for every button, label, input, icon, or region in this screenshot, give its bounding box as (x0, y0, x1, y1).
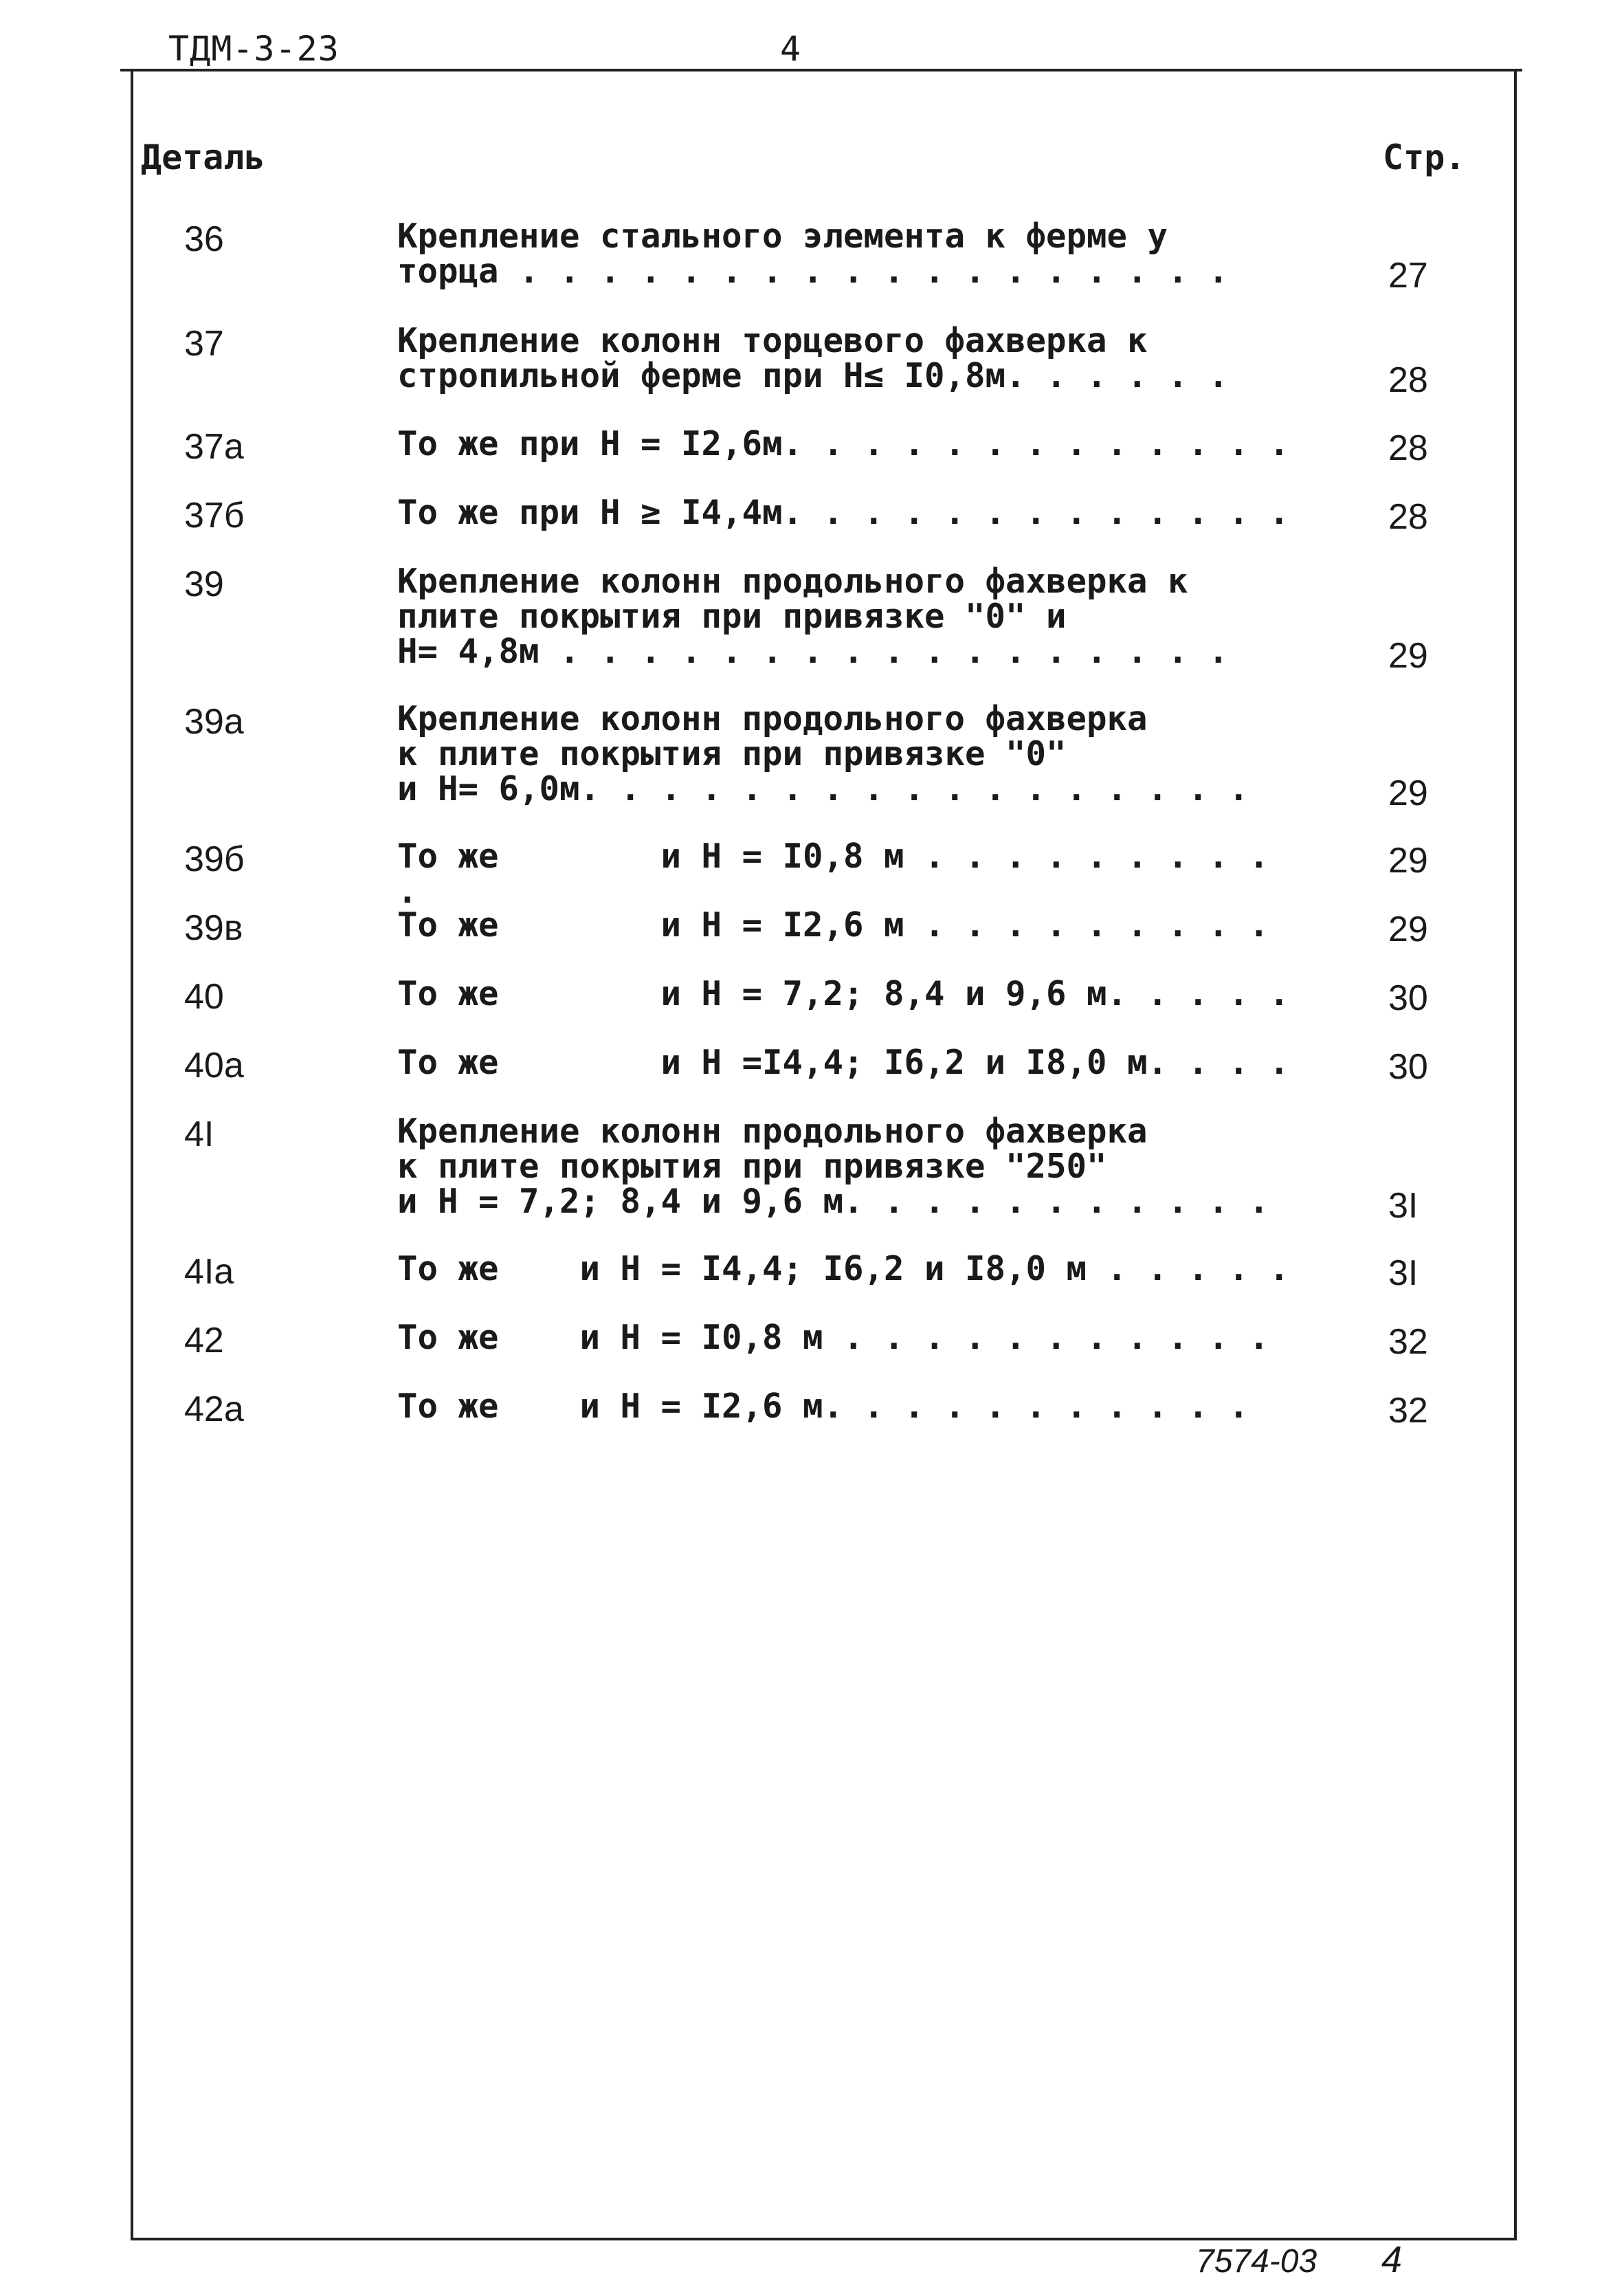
entry-page-number: 28 (1388, 360, 1428, 400)
entry-detail-number: 37а (184, 427, 244, 467)
entry-detail-number: 39а (184, 702, 244, 742)
footer-sheet-number: 4 (1381, 2239, 1403, 2280)
entry-detail-number: 37б (184, 496, 245, 536)
document-code: ТДМ-3-23 (168, 29, 340, 69)
entry-detail-number: 4Iа (184, 1252, 234, 1292)
entry-page-number: 30 (1388, 1047, 1428, 1087)
entry-title: Крепление колонн торцевого фахверка к стропильной ферме при Н≤ I0,8м. . . . . . (397, 321, 1229, 395)
entry-title: То же и Н = I0,8 м . . . . . . . . . . . (397, 1318, 1269, 1357)
entry-title: То же и Н = I4,4; I6,2 и I8,0 м . . . . . (397, 1249, 1290, 1288)
entry-detail-number: 40а (184, 1046, 244, 1086)
footer-code: 7574-03 (1196, 2243, 1317, 2280)
entry-page-number: 30 (1388, 978, 1428, 1018)
entry-title: Крепление стального элемента к ферме у торца . . . . . . . . . . . . . . . . . . (397, 217, 1229, 291)
entry-page-number: 29 (1388, 773, 1428, 813)
entry-title: То же и Н = I2,6 м. . . . . . . . . . . (397, 1387, 1249, 1426)
entry-title: То же и Н = I0,8 м . . . . . . . . . . (397, 837, 1290, 911)
entry-page-number: 27 (1388, 256, 1428, 296)
entry-page-number: 32 (1388, 1391, 1428, 1431)
entry-page-number: 32 (1388, 1322, 1428, 1362)
entry-detail-number: 36 (184, 219, 224, 259)
entry-page-number: 29 (1388, 636, 1428, 676)
entry-page-number: 29 (1388, 910, 1428, 949)
entry-detail-number: 37 (184, 324, 224, 364)
entry-title: Крепление колонн продольного фахверка к плите покрытия при привязке "250" и Н = 7,2; 8,4 и 9,6 м. . . . . . . . . . . (397, 1112, 1269, 1221)
entry-detail-number: 42а (184, 1389, 244, 1429)
entry-detail-number: 39 (184, 564, 224, 604)
entry-page-number: 29 (1388, 841, 1428, 881)
entry-title: То же при Н = I2,6м. . . . . . . . . . . . . (397, 424, 1290, 463)
entry-page-number: 3I (1388, 1186, 1419, 1226)
entry-title: То же при Н ≥ I4,4м. . . . . . . . . . . . . (397, 493, 1290, 532)
entry-title: То же и Н =I4,4; I6,2 и I8,0 м. . . . (397, 1043, 1290, 1082)
entry-page-number: 28 (1388, 428, 1428, 468)
entry-title: Крепление колонн продольного фахверка к плите покрытия при привязке "0" и Н= 6,0м. . . . . . . . . . . . . . . . . (397, 699, 1249, 808)
entry-title: Крепление колонн продольного фахверка к плите покрытия при привязке "0" и Н= 4,8м . . . . . . . . . . . . . . . . . (397, 562, 1229, 671)
column-header-page: Стр. (1383, 137, 1466, 177)
entry-detail-number: 39в (184, 908, 243, 948)
entry-page-number: 28 (1388, 497, 1428, 537)
entry-title: То же и Н = 7,2; 8,4 и 9,6 м. . . . . (397, 974, 1290, 1013)
column-header-detail: Деталь (141, 137, 265, 177)
entry-detail-number: 39б (184, 839, 245, 879)
entry-title: То же и Н = I2,6 м . . . . . . . . . (397, 905, 1269, 945)
entry-detail-number: 42 (184, 1321, 224, 1360)
page-number: 4 (780, 29, 801, 69)
entry-detail-number: 40 (184, 977, 224, 1017)
entry-detail-number: 4I (184, 1114, 214, 1154)
entry-page-number: 3I (1388, 1253, 1419, 1293)
